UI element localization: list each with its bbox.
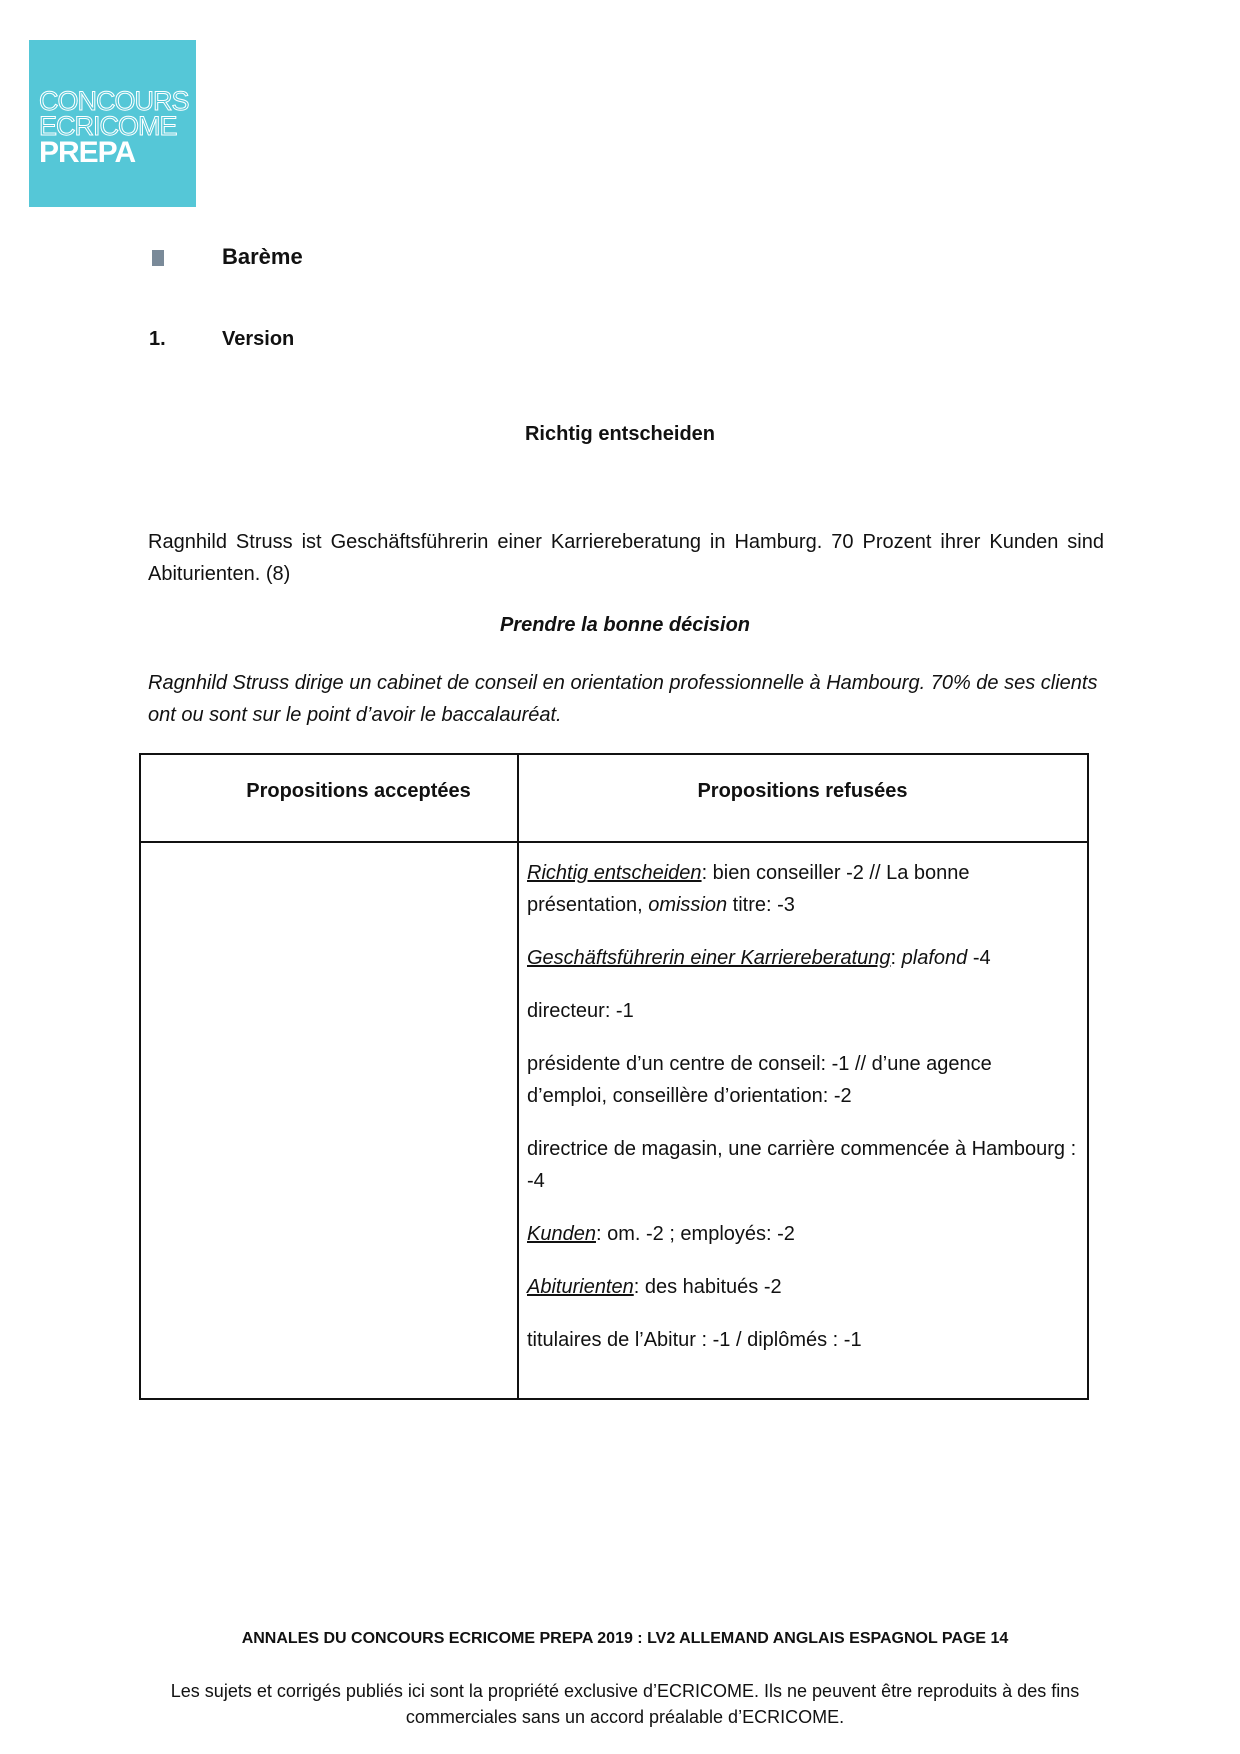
header-refused: Propositions refusées bbox=[518, 754, 1088, 842]
table-header-row bbox=[140, 754, 1088, 842]
logo-line-concours: CONCOURS bbox=[39, 86, 189, 116]
entry-term: Richtig entscheiden bbox=[527, 862, 702, 884]
square-bullet-icon bbox=[152, 250, 164, 266]
entry-text: : des habitués -2 bbox=[633, 1276, 782, 1298]
refused-entry: directrice de magasin, une carrière commencée à Hambourg : -4 bbox=[527, 1138, 1077, 1192]
entry-term: Kunden bbox=[527, 1223, 596, 1245]
refused-cell bbox=[518, 842, 1088, 1399]
entry-italic: plafond bbox=[901, 947, 968, 969]
entry-text: : bbox=[890, 947, 902, 969]
entry-text: -4 bbox=[967, 947, 991, 969]
entry-italic: omission bbox=[648, 894, 728, 916]
text-title: Richtig entscheiden bbox=[524, 423, 716, 445]
subsection-number: 1. bbox=[149, 328, 166, 350]
translation-title: Prendre la bonne décision bbox=[499, 614, 751, 636]
entry-term: Abiturienten bbox=[527, 1276, 634, 1298]
section-title: Barème bbox=[222, 244, 303, 269]
translation-text: Ragnhild Struss dirige un cabinet de conseil en orientation professionnelle à Hambourg. 70% de ses clients ont ou sont sur le point d’avoir le baccalauréat. bbox=[148, 672, 1098, 726]
entry-text: : bien conseiller -2 // La bonne présentation, bbox=[527, 862, 970, 916]
entry-term: Geschäftsführerin einer Karriereberatung bbox=[527, 947, 891, 969]
table-body-row bbox=[140, 842, 1088, 1399]
ecricome-logo bbox=[29, 40, 196, 207]
subsection-title: Version bbox=[222, 328, 295, 350]
header-accepted: Propositions acceptées bbox=[140, 754, 518, 842]
entry-text: : om. -2 ; employés: -2 bbox=[595, 1223, 795, 1245]
refused-entry bbox=[527, 1218, 1077, 1250]
logo-line-prepa: PREPA bbox=[39, 136, 136, 169]
refused-entry: titulaires de l’Abitur : -1 / diplômés : -1 bbox=[527, 1329, 862, 1351]
grading-table bbox=[139, 753, 1089, 1400]
refused-entry bbox=[527, 1271, 1077, 1303]
accepted-cell bbox=[140, 842, 518, 1399]
refused-entry: présidente d’un centre de conseil: -1 // d’une agence d’emploi, conseillère d’orientation: -2 bbox=[527, 1053, 992, 1107]
german-text: Ragnhild Struss ist Geschäftsführerin einer Karriereberatung in Hamburg. 70 Prozent ihrer Kunden sind Abiturienten. (8) bbox=[148, 531, 1104, 585]
refused-entry: directeur: -1 bbox=[527, 1000, 634, 1022]
footer-notice: Les sujets et corrigés publiés ici sont la propriété exclusive d’ECRICOME. Ils ne peuvent être reproduits à des fins commerciales sans un accord préalable d’ECRICOME. bbox=[170, 1681, 1080, 1727]
entry-text: titre: -3 bbox=[727, 894, 795, 916]
refused-entry bbox=[527, 857, 1077, 921]
logo-line-ecricome: ECRICOME bbox=[39, 111, 177, 141]
refused-entry bbox=[527, 942, 1077, 974]
footer-title: ANNALES DU CONCOURS ECRICOME PREPA 2019 : LV2 ALLEMAND ANGLAIS ESPAGNOL PAGE 14 bbox=[241, 1630, 1009, 1647]
